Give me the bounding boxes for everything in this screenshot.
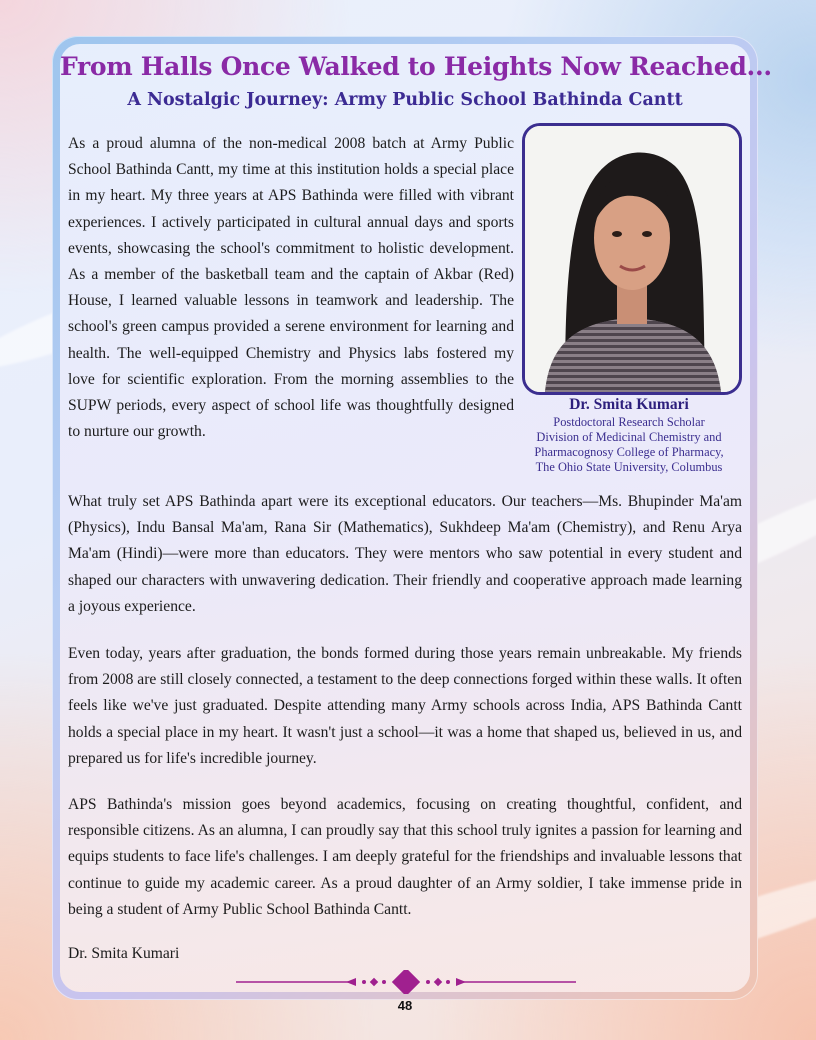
divider-ornament [236, 970, 576, 994]
paragraph-4: APS Bathinda's mission goes beyond academics, focusing on creating thoughtful, confident, and responsible citizens. As an alumna, I can proudly say that this school truly ignites a passion for learning and equips students to face life's challenges. I am deeply grateful for the friendships and invaluable lessons that continue to guide my academic career. As a proud daughter of an Army soldier, I take immense pride in being a student of Army Public School Bathinda Cantt. [68, 796, 742, 918]
signature: Dr. Smita Kumari [68, 945, 180, 962]
profile-department-line1: Division of Medicinal Chemistry and [536, 430, 722, 444]
page-title: From Halls Once Walked to Heights Now Reached... [60, 52, 772, 81]
paragraph-2: What truly set APS Bathinda apart were its exceptional educators. Our teachers—Ms. Bhupinder Ma'am (Physics), Indu Bansal Ma'am, Rana Sir (Mathematics), Sukhdeep Ma'am (Chemistry), and Renu Arya Ma'am (Hindi)—were more than educators. They were mentors who saw potential in every student and shaped our characters with unwavering dedication. Their friendly and cooperative approach made learning a joyous experience. [68, 493, 742, 615]
page-number: 48 [397, 998, 413, 1013]
page-subtitle: A Nostalgic Journey: Army Public School Bathinda Cantt [127, 90, 683, 110]
profile-position: Postdoctoral Research Scholar [553, 415, 705, 429]
profile-department-line2: Pharmacognosy College of Pharmacy, [534, 445, 724, 459]
profile-name: Dr. Smita Kumari [569, 396, 689, 413]
portrait-illustration [525, 126, 739, 392]
paragraph-1: As a proud alumna of the non-medical 2008 batch at Army Public School Bathinda Cantt, my time at this institution holds a special place in my heart. My three years at APS Bathinda were filled with vibrant experiences. I actively participated in cultural annual days and sports events, showcasing the school's commitment to holistic development. As a member of the basketball team and the captain of Akbar (Red) House, I learned valuable lessons in teamwork and leadership. The school's green campus provided a serene environment for learning and health. The well-equipped Chemistry and Physics labs fostered my love for scientific exploration. From the morning assemblies to the SUPW periods, every aspect of school life was thoughtfully designed to nurture our growth. [68, 135, 514, 441]
profile-photo [522, 123, 742, 395]
paragraph-3: Even today, years after graduation, the bonds formed during those years remain unbreakable. My friends from 2008 are still closely connected, a testament to the deep connections forged within these walls. It often feels like we've just graduated. Despite attending many Army schools across India, APS Bathinda Cantt holds a special place in my heart. It wasn't just a school—it was a home that shaped us, believed in us, and prepared us for life's incredible journey. [68, 645, 742, 767]
profile-university: The Ohio State University, Columbus [535, 460, 723, 474]
